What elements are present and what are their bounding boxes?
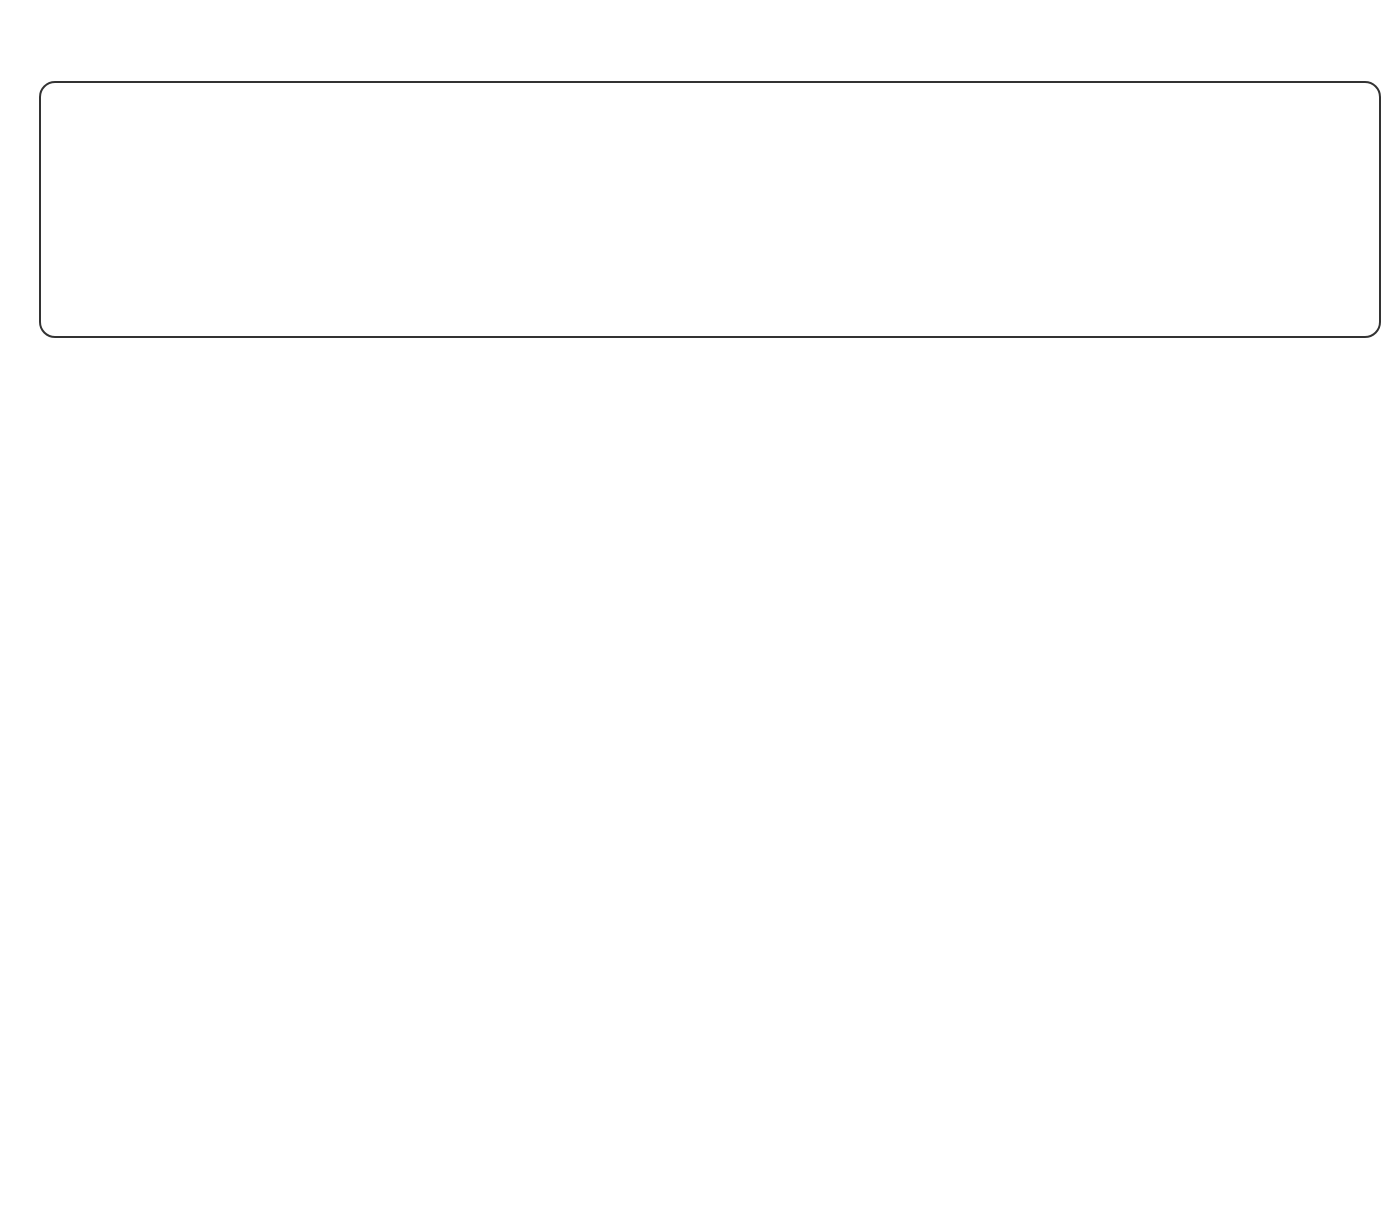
- table-header-row: [0, 350, 1400, 382]
- invoice-header-box: [39, 81, 1381, 338]
